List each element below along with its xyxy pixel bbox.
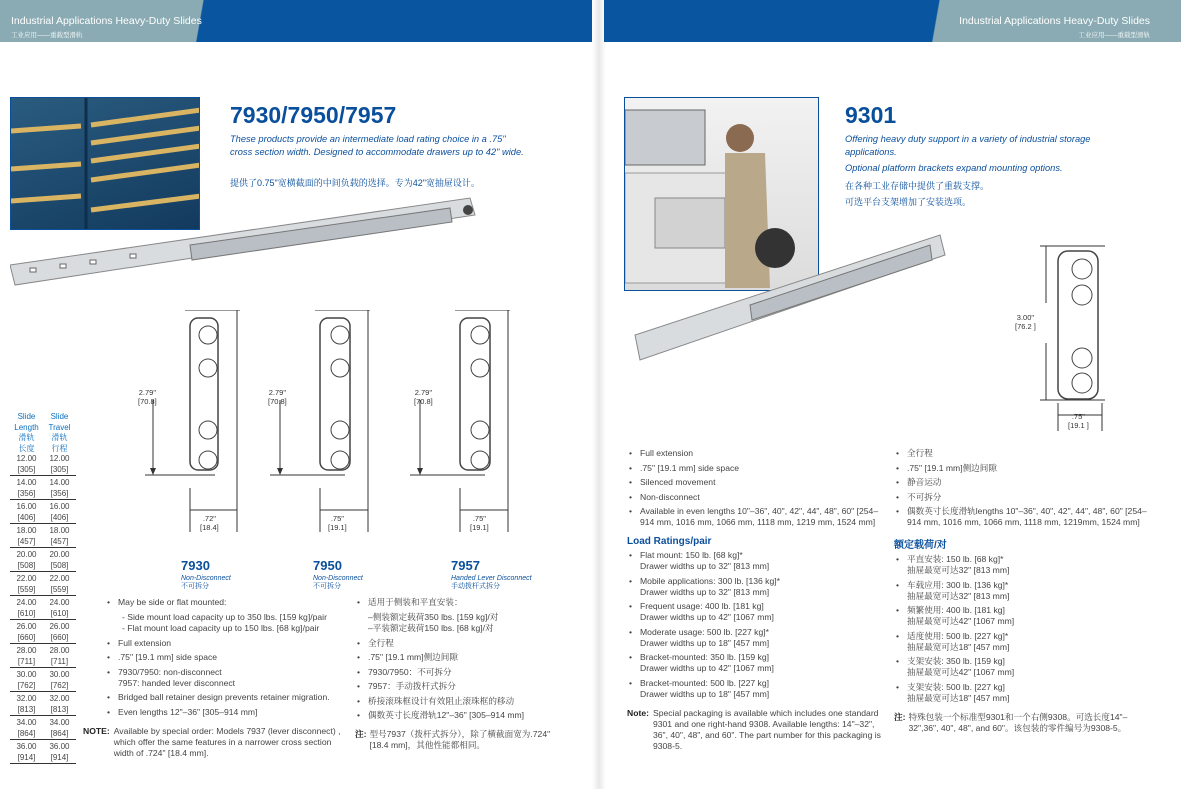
cell-mm: [610] — [17, 608, 36, 618]
feature-text: 7930/7950: non-disconnect — [118, 666, 222, 677]
header-text: Slide — [17, 412, 36, 421]
cell-mm: [305] — [17, 464, 36, 474]
cell-inch: 18.00 — [49, 526, 70, 535]
feature-item: • 偶数英寸长度滑轨lengths 10"–36", 40", 42", 44", 48", 60" [254–914 mm, 1016 mm, 1066 mm, 1118 mm, 1219mm, 1524 mm] — [894, 506, 1156, 528]
height-dimension-7950 — [268, 388, 287, 406]
width-dimension-7930 — [200, 514, 219, 532]
table-cell — [10, 622, 43, 643]
table-cell — [10, 742, 43, 763]
feature-item: • Full extension — [105, 638, 347, 649]
model-number: 7930 — [181, 558, 210, 573]
cell-mm: [406] — [17, 512, 36, 522]
cell-mm: [305] — [50, 464, 69, 474]
table-cell — [10, 670, 43, 691]
load-rating: 车载应用: 300 lb. [136 kg]* — [907, 579, 1009, 590]
load-rating: 频繁使用: 400 lb. [181 kg] — [907, 605, 1005, 615]
load-rating-item — [894, 656, 1156, 678]
cell-inch: 18.00 — [16, 526, 37, 535]
feature-item: • 7957：手动拨杆式拆分 — [355, 681, 560, 692]
cell-inch: 36.00 — [49, 742, 70, 751]
feature-item: • Non-disconnect — [627, 492, 889, 503]
cell-mm: [813] — [50, 704, 69, 714]
cross-section-diagram-7950 — [265, 310, 390, 535]
model-type-zh: 手动拨杆式拆分 — [451, 583, 500, 590]
note-text: 特殊包装一个标准型9301和一个右侧9308。可选长度14"–32",36", 40", 48", and 60"。该包装的零件编号为9308-5。 — [908, 711, 1128, 733]
width-dimension-7957 — [470, 514, 489, 532]
table-cell — [43, 718, 76, 739]
load-ratings-heading: Load Ratings/pair — [627, 536, 712, 547]
product-description: These products provide an intermediate load rating choice in a .75" cross section width. Designed to accommodate drawers up to 42" wide. — [230, 134, 524, 157]
cell-mm: [457] — [50, 536, 69, 546]
model-type: Non-Disconnect — [313, 575, 363, 582]
dimension-text: .75" — [472, 514, 486, 523]
load-rating: 支架安装: 500 lb. [227 kg] — [907, 681, 1005, 692]
feature-subtext: - Side mount load capacity up to 350 lbs. [159 kg]/pair — [122, 612, 327, 622]
cell-mm: [711] — [50, 656, 69, 666]
table-cell — [10, 478, 43, 499]
product-description-zh: 提供了0.75"宽横截面的中间负载的选择。专为42"宽抽屉设计。 — [230, 178, 480, 188]
load-rating-item — [627, 678, 889, 700]
dimension-text: [70.8] — [268, 397, 287, 406]
cell-mm: [559] — [17, 584, 36, 594]
dimension-text: 2.79" — [268, 388, 287, 397]
features-zh — [894, 448, 1156, 734]
product-description-2: Optional platform brackets expand mounting options. — [845, 163, 1063, 173]
feature-text: May be side or flat mounted: — [118, 597, 227, 607]
dimension-text: [19.1] — [328, 523, 347, 532]
dimension-text: .75" — [330, 514, 344, 523]
load-rating: Frequent usage: 400 lb. [181 kg] — [640, 601, 764, 611]
load-rating: Bracket-mounted: 350 lb. [159 kg] — [640, 652, 769, 662]
table-header — [10, 412, 76, 454]
load-rating-item — [894, 631, 1156, 653]
note-text: Special packaging is available which includes one standard 9301 and one right-hand 9308. Available lengths: 14"–32", 36", 40", 48", and 60". The part number for this packaging is 9308-5. — [652, 707, 881, 751]
cell-inch: 28.00 — [16, 646, 37, 655]
height-dimension-7957 — [414, 388, 433, 406]
feature-item: • 桥接滚珠框设计有效阻止滚珠框的移动 — [355, 696, 560, 707]
table-cell — [43, 694, 76, 715]
load-rating: Moderate usage: 500 lb. [227 kg]* — [640, 626, 769, 637]
cell-mm: [660] — [17, 632, 36, 642]
cell-mm: [864] — [50, 728, 69, 738]
cell-inch: 26.00 — [16, 622, 37, 631]
load-rating: 支架安装: 350 lb. [159 kg] — [907, 656, 1005, 666]
table-row — [10, 742, 76, 764]
table-cell — [10, 526, 43, 547]
cell-inch: 14.00 — [16, 478, 37, 487]
drawer-width: 抽屉最宽可达42" [1067 mm] — [907, 667, 1015, 677]
load-rating-item — [894, 605, 1156, 627]
dimension-text: [76.2 ] — [1015, 322, 1036, 331]
drawer-width: Drawer widths up to 42" [1067 mm] — [640, 612, 774, 622]
header-title: Industrial Applications Heavy-Duty Slides — [959, 15, 1150, 27]
load-ratings-list-zh — [894, 554, 1156, 704]
model-type: Handed Lever Disconnect — [451, 575, 532, 582]
header-text: Travel — [48, 422, 71, 432]
page-gutter — [592, 0, 606, 789]
cell-inch: 14.00 — [49, 478, 70, 487]
table-cell — [10, 574, 43, 595]
cell-mm: [559] — [50, 584, 69, 594]
cell-inch: 12.00 — [16, 454, 37, 463]
feature-item: • 不可拆分 — [894, 492, 1156, 503]
load-rating-item — [627, 627, 889, 649]
feature-subtext: - Flat mount load capacity up to 150 lbs. [68 kg]/pair — [122, 623, 320, 633]
cross-section-diagram-7957 — [405, 310, 530, 535]
dimension-text: 3.00" — [1016, 313, 1035, 322]
cross-section-diagram-7930 — [140, 310, 260, 535]
load-rating: 平直安装: 150 lb. [68 kg]* — [907, 554, 1004, 564]
model-type-zh: 不可拆分 — [181, 583, 209, 590]
cell-mm: [813] — [17, 704, 36, 714]
feature-item: • Full extension — [627, 448, 889, 459]
feature-text: 7957: handed lever disconnect — [118, 677, 236, 688]
load-rating-item — [894, 682, 1156, 704]
header-text: Length — [14, 422, 39, 432]
feature-item: • Silenced movement — [627, 477, 889, 488]
cell-mm: [356] — [17, 488, 36, 498]
table-row — [10, 478, 76, 500]
table-cell — [43, 670, 76, 691]
header-text: 行程 — [51, 443, 68, 453]
header-left — [0, 0, 595, 42]
drawer-width: 抽屉最宽可达42" [1067 mm] — [907, 616, 1015, 626]
note-zh — [894, 712, 1156, 734]
load-rating-item — [627, 576, 889, 598]
cell-inch: 22.00 — [16, 574, 37, 583]
drawer-width: Drawer widths up to 32" [813 mm] — [640, 586, 770, 597]
drawer-width: Drawer widths up to 42" [1067 mm] — [640, 663, 774, 673]
feature-item: • Even lengths 12"–36" [305–914 mm] — [105, 707, 347, 718]
feature-item: • 7930/7950：不可拆分 — [355, 667, 560, 678]
cell-inch: 12.00 — [49, 454, 70, 463]
header-right — [604, 0, 1181, 42]
cell-mm: [356] — [50, 488, 69, 498]
feature-item — [105, 597, 347, 634]
drawer-width: Drawer widths up to 18" [457 mm] — [640, 688, 770, 699]
table-cell — [43, 598, 76, 619]
cell-inch: 28.00 — [49, 646, 70, 655]
cell-inch: 30.00 — [16, 670, 37, 679]
width-dimension-7950 — [328, 514, 347, 532]
load-rating-item — [894, 554, 1156, 576]
table-cell — [10, 598, 43, 619]
cell-inch: 24.00 — [49, 598, 70, 607]
height-dimension-7930 — [138, 388, 157, 406]
table-cell — [10, 550, 43, 571]
table-cell — [10, 646, 43, 667]
dimension-text: [70.8] — [138, 397, 157, 406]
product-description-zh: 在各种工业存储中提供了重载支撑。 — [845, 181, 990, 191]
cross-section-diagram-9301 — [1010, 243, 1110, 433]
table-row — [10, 694, 76, 716]
feature-item: • Available in even lengths 10"–36", 40", 42", 44", 48", 60" [254–914 mm, 1016 mm, 1066 mm, 1118 mm, 1219 mm, 1524 mm] — [627, 506, 889, 528]
table-cell — [10, 718, 43, 739]
note-label: NOTE: — [83, 725, 110, 736]
product-title: 7930/7950/7957 — [230, 102, 397, 128]
table-cell — [43, 526, 76, 547]
dimension-text: .75" — [1071, 412, 1085, 421]
cell-inch: 32.00 — [16, 694, 37, 703]
dimension-text: [18.4] — [200, 523, 219, 532]
note-label: 注: — [894, 711, 906, 722]
slide-product-image — [630, 225, 950, 365]
table-cell — [43, 502, 76, 523]
cell-inch: 34.00 — [16, 718, 37, 727]
features-zh-left — [355, 597, 560, 751]
cell-inch: 30.00 — [49, 670, 70, 679]
feature-item: • 静音运动 — [894, 477, 1156, 488]
table-cell — [10, 694, 43, 715]
product-description-2-zh: 可选平台支架增加了安装选项。 — [845, 197, 972, 207]
cell-mm: [610] — [50, 608, 69, 618]
cell-inch: 22.00 — [49, 574, 70, 583]
feature-text: 适用于侧装和平直安装： — [368, 597, 463, 607]
feature-item: • 全行程 — [355, 638, 560, 649]
cell-mm: [508] — [50, 560, 69, 570]
load-rating-item — [894, 580, 1156, 602]
cell-mm: [914] — [17, 752, 36, 762]
table-row — [10, 718, 76, 740]
drawer-width: 抽屉最宽可达32" [813 mm] — [907, 565, 1010, 575]
drawer-width: 抽屉最宽可达18" [457 mm] — [907, 641, 1010, 652]
load-rating-item — [627, 550, 889, 572]
product-title: 9301 — [845, 102, 897, 128]
model-label-7930 — [181, 557, 231, 591]
feature-item: • 偶数英寸长度滑轨12"–36" [305–914 mm] — [355, 710, 560, 721]
load-rating: Flat mount: 150 lb. [68 kg]* — [640, 550, 743, 560]
feature-item: • .75" [19.1 mm] side space — [105, 652, 347, 663]
width-dimension-9301 — [1068, 412, 1089, 430]
dimension-text: [19.1] — [470, 523, 489, 532]
load-rating-item — [627, 652, 889, 674]
header-subtitle: 工业应用——重载型滑轨 — [11, 32, 83, 39]
feature-item: • Bridged ball retainer design prevents retainer migration. — [105, 692, 347, 703]
feature-item: • .75" [19.1 mm]侧边间隙 — [894, 463, 1156, 474]
table-cell — [43, 742, 76, 763]
table-cell — [43, 622, 76, 643]
height-dimension-9301 — [1015, 313, 1036, 331]
table-row — [10, 646, 76, 668]
feature-item: • .75" [19.1 mm]侧边间隙 — [355, 652, 560, 663]
feature-list-zh — [355, 597, 560, 721]
product-description: Offering heavy duty support in a variety of industrial storage applications. — [845, 134, 1091, 157]
table-cell — [10, 454, 43, 475]
header-text: Slide — [50, 412, 69, 421]
model-type: Non-Disconnect — [181, 575, 231, 582]
cell-mm: [864] — [17, 728, 36, 738]
drawer-width: Drawer widths up to 32" [813 mm] — [640, 561, 770, 571]
cell-inch: 20.00 — [16, 550, 37, 559]
feature-list — [627, 448, 889, 528]
slide-length-table — [10, 412, 76, 766]
features-en-left — [83, 597, 347, 759]
cell-mm: [660] — [50, 632, 69, 642]
feature-item: • 全行程 — [894, 448, 1156, 459]
load-ratings-heading-zh: 额定载荷/对 — [894, 540, 947, 551]
load-ratings-list — [627, 550, 889, 700]
note — [627, 708, 889, 752]
table-cell — [10, 502, 43, 523]
features-en — [627, 448, 889, 752]
feature-item — [105, 667, 347, 689]
load-rating: Bracket-mounted: 500 lb. [227 kg] — [640, 677, 769, 688]
cell-inch: 34.00 — [49, 718, 70, 727]
note-zh — [355, 729, 560, 751]
cell-mm: [711] — [17, 656, 36, 666]
table-cell — [43, 550, 76, 571]
cell-mm: [914] — [50, 752, 69, 762]
table-row — [10, 526, 76, 548]
note-label: 注: — [355, 729, 367, 739]
cell-inch: 36.00 — [16, 742, 37, 751]
header-text: 长度 — [18, 443, 35, 453]
model-number: 7957 — [451, 558, 480, 573]
header-title: Industrial Applications Heavy-Duty Slides — [11, 15, 202, 27]
cell-inch: 20.00 — [49, 550, 70, 559]
header-text: 滑轨 — [51, 433, 68, 442]
table-row — [10, 550, 76, 572]
cell-inch: 26.00 — [49, 622, 70, 631]
cell-mm: [762] — [17, 680, 36, 690]
cell-mm: [457] — [17, 536, 36, 546]
feature-list-zh — [894, 448, 1156, 528]
dimension-text: [19.1 ] — [1068, 421, 1089, 430]
feature-item: • .75" [19.1 mm] side space — [627, 463, 889, 474]
dimension-text: 2.79" — [414, 388, 433, 397]
note-label: Note: — [627, 707, 649, 718]
dimension-text: [70.8] — [414, 397, 433, 406]
table-cell — [43, 646, 76, 667]
note-text: Available by special order: Models 7937 (lever disconnect) , which offer the same features in a narrower cross section width of .724" [18.4 mm]. — [113, 725, 341, 758]
cell-mm: [508] — [17, 560, 36, 570]
feature-subtext: –侧装额定载荷350 lbs. [159 kg]/对 — [368, 612, 499, 622]
dimension-text: .72" — [202, 514, 216, 523]
table-cell — [43, 574, 76, 595]
drawer-width: 抽屉最宽可达32" [813 mm] — [907, 590, 1010, 601]
load-rating-item — [627, 601, 889, 623]
slide-product-image — [10, 190, 480, 300]
cell-inch: 32.00 — [49, 694, 70, 703]
header-subtitle: 工业应用——重载型滑轨 — [1078, 32, 1150, 39]
drawer-width: 抽屉最宽可达18" [457 mm] — [907, 692, 1010, 703]
model-label-7957 — [451, 557, 532, 591]
header-text: 滑轨 — [18, 433, 35, 442]
table-row — [10, 670, 76, 692]
note-text: 型号7937（拨杆式拆分），除了横截面宽为.724" [18.4 mm]，其他性能都相同。 — [369, 729, 551, 750]
model-number: 7950 — [313, 558, 342, 573]
table-row — [10, 574, 76, 596]
note — [83, 726, 347, 759]
table-row — [10, 598, 76, 620]
table-row — [10, 454, 76, 476]
model-type-zh: 不可拆分 — [313, 583, 341, 590]
table-cell — [43, 478, 76, 499]
table-row — [10, 622, 76, 644]
cell-inch: 16.00 — [16, 502, 37, 511]
cell-inch: 16.00 — [49, 502, 70, 511]
feature-subtext: –平装额定载荷150 lbs. [68 kg]/对 — [368, 623, 494, 633]
feature-item — [355, 597, 560, 634]
table-row — [10, 502, 76, 524]
feature-list — [83, 597, 347, 718]
cell-mm: [406] — [50, 512, 69, 522]
load-rating: Mobile applications: 300 lb. [136 kg]* — [640, 575, 780, 586]
cell-inch: 24.00 — [16, 598, 37, 607]
dimension-text: 2.79" — [138, 388, 157, 397]
load-rating: 适度使用: 500 lb. [227 kg]* — [907, 630, 1009, 641]
drawer-width: Drawer widths up to 18" [457 mm] — [640, 637, 770, 648]
model-label-7950 — [313, 557, 363, 591]
table-cell — [43, 454, 76, 475]
cell-mm: [762] — [50, 680, 69, 690]
